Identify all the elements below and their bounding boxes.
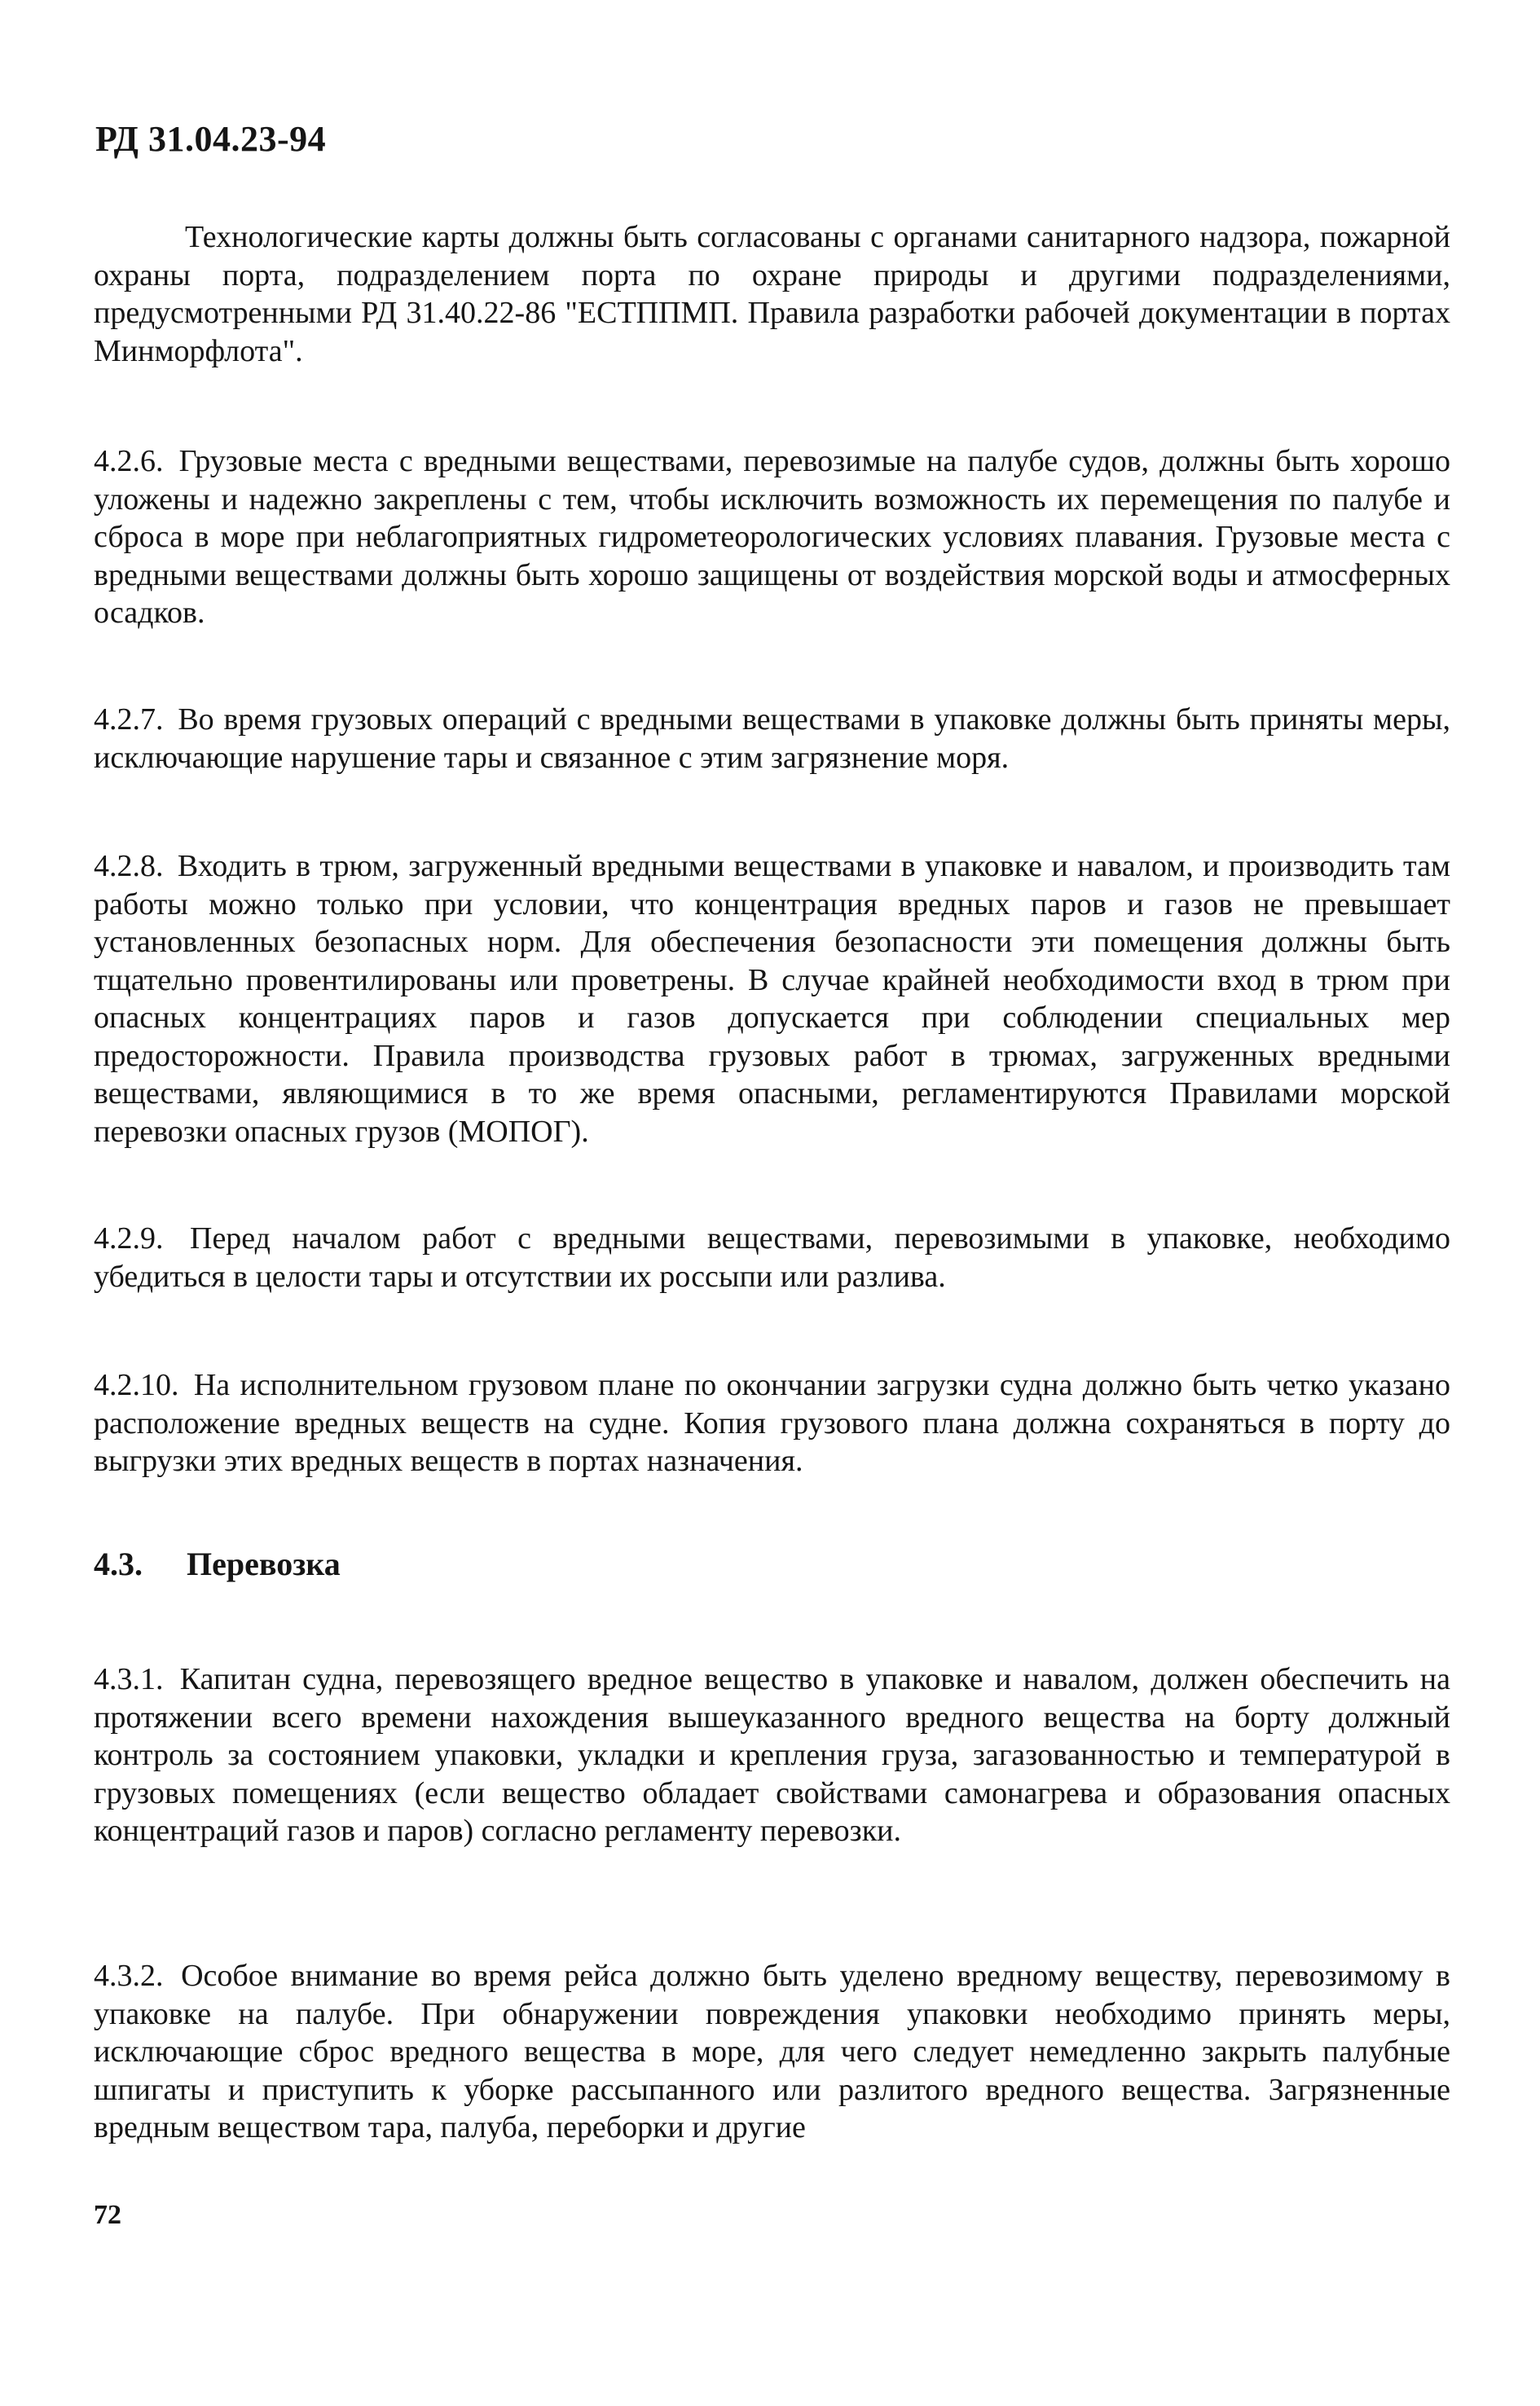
paragraph-text: Входить в трюм, загруженный вредными веществами в упаковке и навалом, и производить там работы можно только при условии, что концентрация вредных паров и газов не превышает установленных безопасных норм. Для обеспечения безопасности эти помещения должны быть тщательно провентилированы или проветрены. В случае крайней необходимости вход в трюм при опасных концентрациях паров и газов допускается при соблюдении специальных мер предосторожности. Правила производства грузовых работ в трюмах, загруженных вредными веществами, являющимися в то же время опасными, регламентируются Правилами морской перевозки опасных грузов (МОПОГ).: [94, 849, 1450, 1149]
paragraph-text: Грузовые места с вредными веществами, перевозимые на палубе судов, должны быть хорошо уложены и надежно закреплены с тем, чтобы исключить возможность их перемещения по палубе и сброса в море при неблагоприятных гидрометеорологических условиях плавания. Грузовые места с вредными веществами должны быть хорошо защищены от воздействия морской воды и атмосферных осадков.: [94, 444, 1450, 630]
paragraph-4-2-8: [94, 847, 1450, 1150]
section-number: 4.3.: [94, 1546, 143, 1582]
document-code-header: РД 31.04.23-94: [95, 119, 327, 159]
paragraph-4-2-7: [94, 701, 1450, 776]
paragraph-number: 4.2.6.: [94, 444, 164, 478]
paragraph-text: Особое внимание во время рейса должно быть уделено вредному веществу, перевозимому в упаковке на палубе. При обнаружении повреждения упаковки необходимо принять меры, исключающие сброс вредного вещества в море, для чего следует немедленно закрыть палубные шпигаты и приступить к уборке рассыпанного или разлитого вредного вещества. Загрязненные вредным веществом тара, палуба, переборки и другие: [94, 1959, 1451, 2144]
paragraph-number: 4.3.1.: [94, 1662, 164, 1696]
paragraph-text: На исполнительном грузовом плане по окончании загрузки судна должно быть четко указано расположение вредных веществ на судне. Копия грузового плана должна сохраняться в порту до выгрузки этих вредных веществ в портах назначения.: [94, 1368, 1451, 1478]
paragraph-4-2-9: [94, 1220, 1450, 1295]
paragraph-4-3-1: [94, 1660, 1450, 1850]
paragraph-number: 4.3.2.: [94, 1959, 164, 1993]
section-heading: [94, 1545, 341, 1583]
paragraph-text: Во время грузовых операций с вредными веществами в упаковке должны быть приняты меры, исключающие нарушение тары и связанное с этим загрязнение моря.: [94, 702, 1450, 775]
paragraph-4-3-2: [94, 1957, 1450, 2147]
paragraph-number: 4.2.8.: [94, 849, 164, 883]
paragraph-number: 4.2.10.: [94, 1368, 179, 1402]
paragraph-number: 4.2.9.: [94, 1221, 164, 1256]
paragraph-4-2-10: [94, 1366, 1450, 1480]
page-number: 72: [94, 2200, 121, 2230]
paragraph-approval: [94, 218, 1450, 370]
paragraph-text: Перед началом работ с вредными веществами, перевозимыми в упаковке, необходимо убедиться в целости тары и отсутствии их россыпи или разлива.: [94, 1221, 1450, 1294]
paragraph-4-2-6: [94, 442, 1450, 632]
paragraph-text: Капитан судна, перевозящего вредное вещество в упаковке и навалом, должен обеспечить на протяжении всего времени нахождения вышеуказанного вредного вещества на борту должный контроль за состоянием упаковки, укладки и крепления груза, загазованностью и температурой в грузовых помещениях (если вещество обладает свойствами самонагрева и образования опасных концентраций газов и паров) согласно регламенту перевозки.: [94, 1662, 1450, 1848]
section-title: Перевозка: [187, 1546, 341, 1582]
paragraph-text: Технологические карты должны быть согласованы с органами санитарного надзора, пожарной охраны порта, подразделением порта по охране природы и другими подразделениями, предусмотренными РД 31.40.22-86 "ЕСТППМП. Правила разработки рабочей документации в портах Минморфлота".: [94, 220, 1450, 368]
paragraph-number: 4.2.7.: [94, 702, 164, 737]
